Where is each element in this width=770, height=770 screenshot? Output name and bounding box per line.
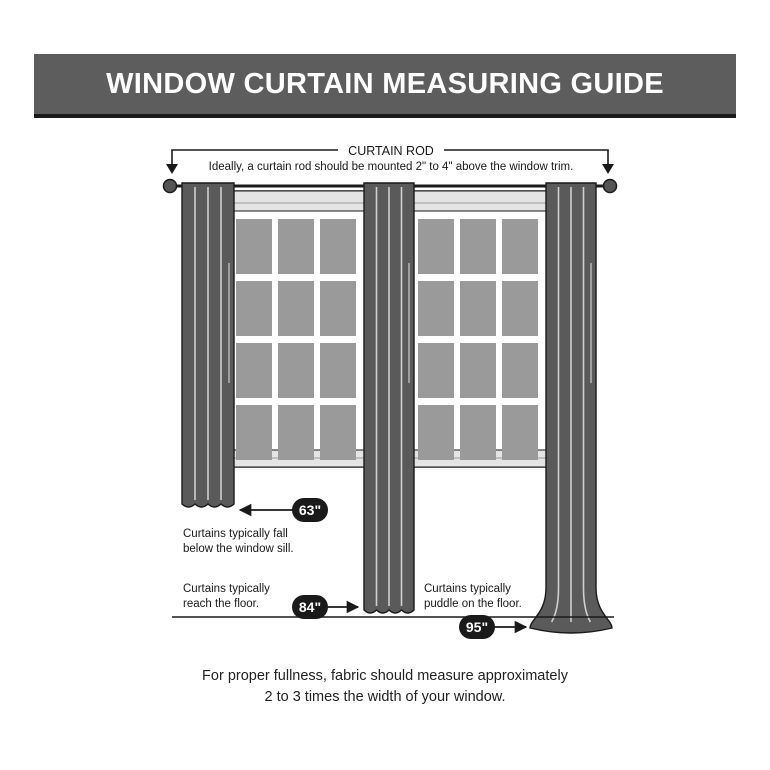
caption-line: Curtains typically <box>424 583 511 595</box>
arrow-down-icon <box>166 164 178 174</box>
window-pane <box>320 281 356 336</box>
caption-line: reach the floor. <box>183 598 260 610</box>
window-pane <box>460 405 496 460</box>
rod-label: CURTAIN ROD <box>348 144 434 158</box>
rod-note: Ideally, a curtain rod should be mounted 2" to 4" above the window trim. <box>208 161 574 173</box>
window-pane <box>236 281 272 336</box>
window-pane <box>460 343 496 398</box>
window-pane <box>502 219 538 274</box>
window-pane <box>278 219 314 274</box>
window-pane <box>320 343 356 398</box>
window-pane <box>460 219 496 274</box>
curtain-panel-63 <box>182 183 234 507</box>
window-pane <box>320 219 356 274</box>
rod-finial-right <box>604 180 617 193</box>
window-pane <box>236 343 272 398</box>
measure-value: 84" <box>298 599 322 615</box>
measure-95 <box>424 583 526 639</box>
window-pane <box>502 405 538 460</box>
rod-dimension <box>166 144 614 174</box>
window-pane <box>418 281 454 336</box>
window-pane <box>502 343 538 398</box>
window-pane <box>236 405 272 460</box>
caption-line: Curtains typically fall <box>183 528 288 540</box>
caption-line: Curtains typically <box>183 583 270 595</box>
window-pane <box>278 281 314 336</box>
window-pane <box>320 405 356 460</box>
footer-line: 2 to 3 times the width of your window. <box>264 689 506 705</box>
page-title: WINDOW CURTAIN MEASURING GUIDE <box>106 68 664 100</box>
window-pane <box>502 281 538 336</box>
window-pane <box>418 343 454 398</box>
curtain-panel-84 <box>364 183 414 613</box>
window-pane <box>418 219 454 274</box>
fullness-note <box>120 666 650 708</box>
caption-line: below the window sill. <box>183 543 294 555</box>
measure-84 <box>183 583 358 619</box>
caption-line: puddle on the floor. <box>424 598 522 610</box>
measure-value: 63" <box>298 502 322 518</box>
window-pane <box>418 405 454 460</box>
measure-value: 95" <box>465 619 489 635</box>
window-pane <box>278 343 314 398</box>
footer-line: For proper fullness, fabric should measure approximately <box>202 668 568 684</box>
window-pane <box>278 405 314 460</box>
window-pane <box>236 219 272 274</box>
rod-finial-left <box>164 180 177 193</box>
window-pane <box>460 281 496 336</box>
arrow-down-icon <box>602 164 614 174</box>
